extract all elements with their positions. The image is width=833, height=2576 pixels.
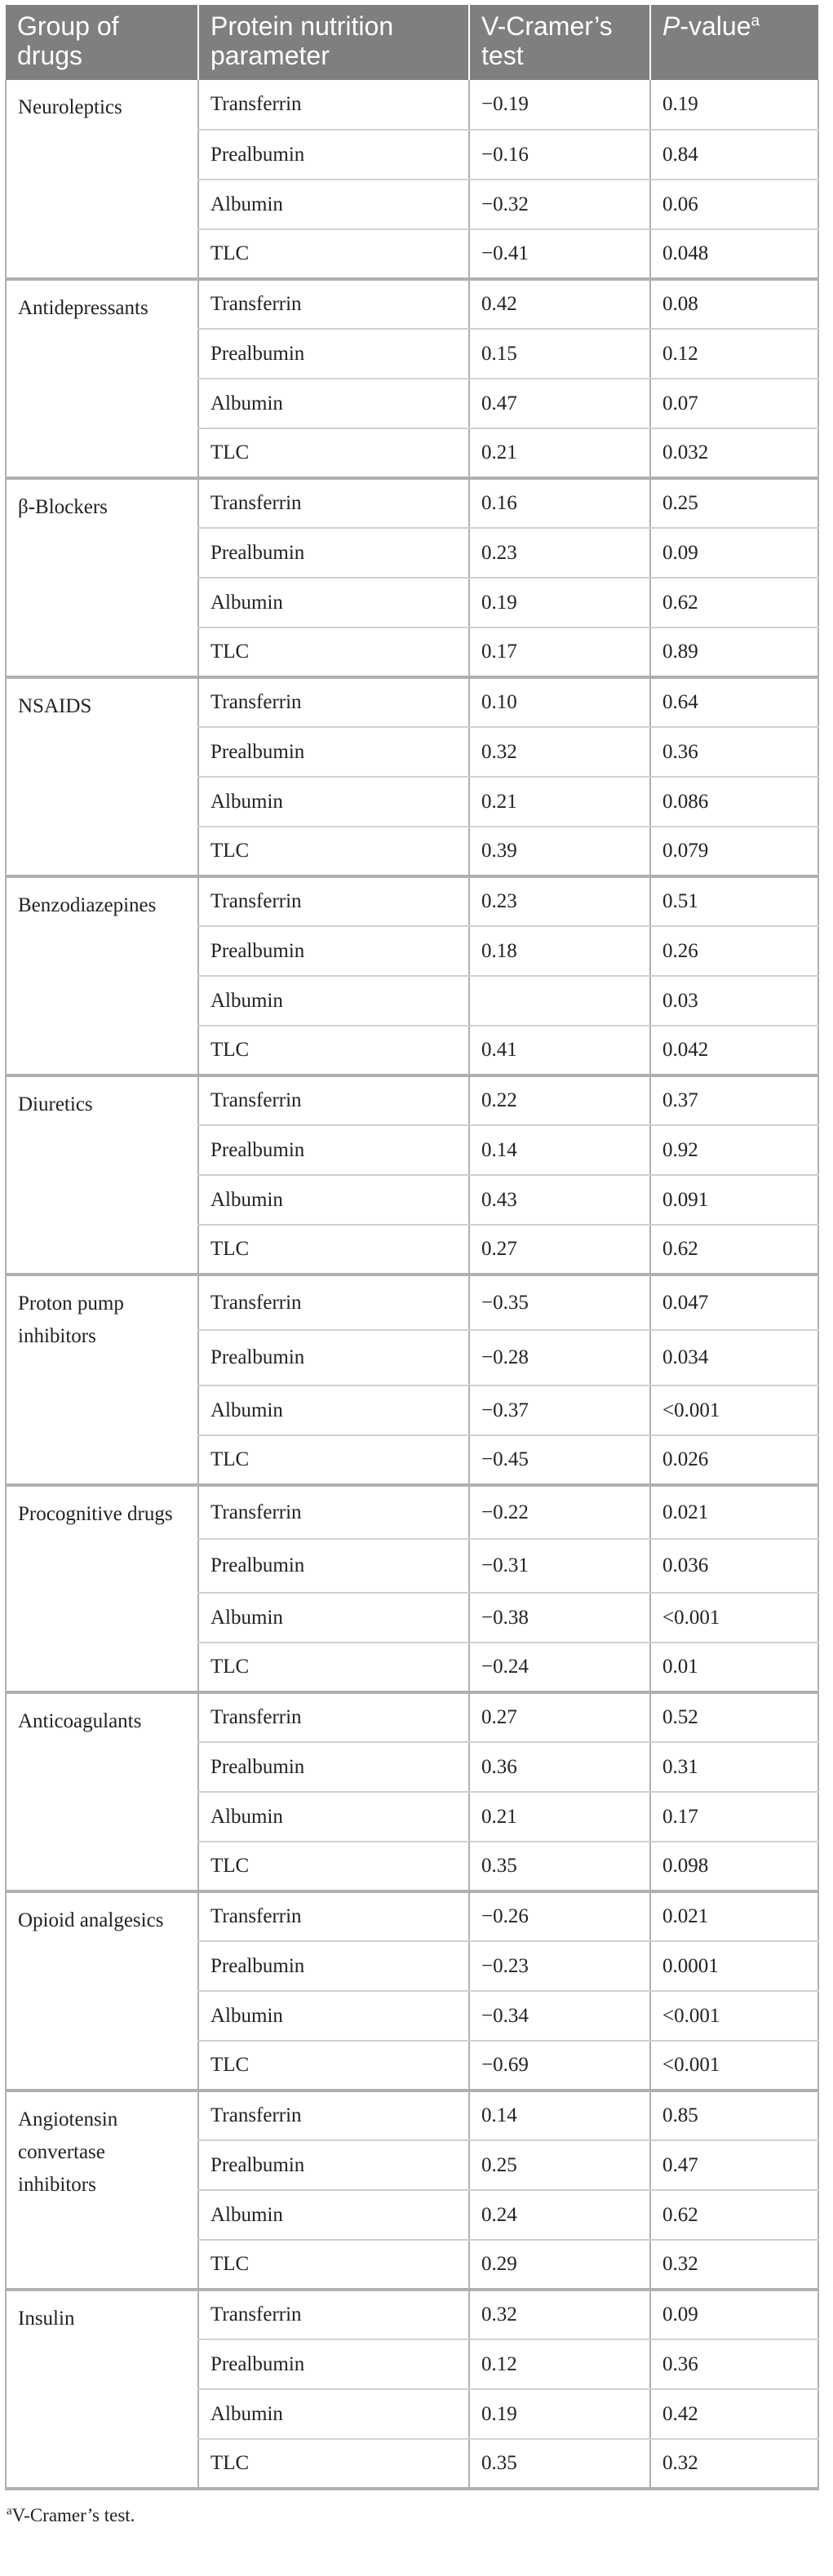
- pvalue-cell: 0.85: [650, 2091, 818, 2140]
- footnote-marker: a: [7, 2504, 12, 2518]
- pvalue-cell: 0.06: [650, 180, 818, 229]
- pvalue-cell: 0.021: [650, 1485, 818, 1539]
- footnote-text: V-Cramer’s test.: [11, 2505, 135, 2525]
- group-name-cell: Proton pump inhibitors: [6, 1275, 198, 1485]
- parameter-cell: Albumin: [198, 1593, 469, 1643]
- pvalue-cell: 0.84: [650, 130, 818, 180]
- table-container: [5, 5, 817, 2526]
- vcramer-cell: 0.14: [469, 1125, 650, 1175]
- parameter-cell: Transferrin: [198, 1891, 469, 1941]
- pvalue-cell: 0.62: [650, 578, 818, 627]
- parameter-cell: Prealbumin: [198, 2339, 469, 2389]
- vcramer-cell: −0.28: [469, 1330, 650, 1386]
- group-name-cell: Neuroleptics: [6, 80, 198, 279]
- pvalue-cell: <0.001: [650, 1593, 818, 1643]
- header-group: Group of drugs: [6, 5, 198, 80]
- vcramer-cell: 0.14: [469, 2091, 650, 2140]
- pvalue-cell: 0.042: [650, 1026, 818, 1075]
- vcramer-cell: 0.27: [469, 1692, 650, 1742]
- parameter-cell: Albumin: [198, 1991, 469, 2041]
- group-name-cell: Procognitive drugs: [6, 1485, 198, 1692]
- pvalue-cell: 0.26: [650, 926, 818, 976]
- group-name-cell: Diuretics: [6, 1075, 198, 1275]
- pvalue-cell: 0.032: [650, 428, 818, 478]
- vcramer-cell: −0.69: [469, 2041, 650, 2091]
- table-row: [6, 2091, 818, 2140]
- vcramer-cell: 0.27: [469, 1225, 650, 1275]
- pvalue-cell: 0.31: [650, 1742, 818, 1792]
- parameter-cell: Albumin: [198, 1175, 469, 1225]
- pvalue-cell: 0.47: [650, 2140, 818, 2190]
- vcramer-cell: [469, 976, 650, 1026]
- parameter-cell: Prealbumin: [198, 1125, 469, 1175]
- vcramer-cell: 0.21: [469, 1792, 650, 1842]
- pvalue-cell: 0.0001: [650, 1941, 818, 1991]
- vcramer-cell: 0.42: [469, 279, 650, 329]
- parameter-cell: TLC: [198, 1842, 469, 1891]
- parameter-cell: TLC: [198, 2041, 469, 2091]
- vcramer-cell: 0.18: [469, 926, 650, 976]
- header-pvalue-p: P: [662, 11, 680, 41]
- pvalue-cell: 0.048: [650, 229, 818, 279]
- parameter-cell: Transferrin: [198, 677, 469, 727]
- pvalue-cell: 0.047: [650, 1275, 818, 1330]
- pvalue-cell: 0.64: [650, 677, 818, 727]
- vcramer-cell: 0.47: [469, 379, 650, 428]
- table-row: [6, 478, 818, 528]
- pvalue-cell: 0.026: [650, 1435, 818, 1485]
- parameter-cell: TLC: [198, 1225, 469, 1275]
- pvalue-cell: <0.001: [650, 1991, 818, 2041]
- vcramer-cell: −0.38: [469, 1593, 650, 1643]
- pvalue-cell: 0.09: [650, 528, 818, 578]
- table-row: [6, 1891, 818, 1941]
- parameter-cell: TLC: [198, 428, 469, 478]
- pvalue-cell: <0.001: [650, 2041, 818, 2091]
- parameter-cell: Transferrin: [198, 876, 469, 926]
- pvalue-cell: 0.03: [650, 976, 818, 1026]
- pvalue-cell: 0.036: [650, 1539, 818, 1593]
- table-row: [6, 2290, 818, 2339]
- pvalue-cell: 0.098: [650, 1842, 818, 1891]
- parameter-cell: Transferrin: [198, 1075, 469, 1125]
- pvalue-cell: 0.32: [650, 2240, 818, 2290]
- table-row: [6, 1275, 818, 1330]
- pvalue-cell: 0.19: [650, 80, 818, 130]
- group-name-cell: β-Blockers: [6, 478, 198, 677]
- parameter-cell: Albumin: [198, 180, 469, 229]
- vcramer-cell: 0.17: [469, 627, 650, 677]
- pvalue-cell: 0.36: [650, 727, 818, 777]
- group-name-cell: Antidepressants: [6, 279, 198, 478]
- table-body: [6, 80, 818, 2489]
- pvalue-cell: 0.09: [650, 2290, 818, 2339]
- group-name-cell: Insulin: [6, 2290, 198, 2489]
- vcramer-cell: −0.32: [469, 180, 650, 229]
- vcramer-cell: −0.24: [469, 1643, 650, 1692]
- vcramer-cell: −0.22: [469, 1485, 650, 1539]
- vcramer-cell: 0.21: [469, 777, 650, 827]
- pvalue-cell: 0.01: [650, 1643, 818, 1692]
- parameter-cell: Albumin: [198, 976, 469, 1026]
- group-name-cell: Angiotensin convertase inhibitors: [6, 2091, 198, 2290]
- table-row: [6, 1692, 818, 1742]
- vcramer-cell: 0.29: [469, 2240, 650, 2290]
- pvalue-cell: 0.89: [650, 627, 818, 677]
- vcramer-cell: 0.39: [469, 827, 650, 876]
- group-name-cell: Opioid analgesics: [6, 1891, 198, 2091]
- vcramer-cell: 0.19: [469, 578, 650, 627]
- parameter-cell: Transferrin: [198, 1485, 469, 1539]
- vcramer-cell: −0.26: [469, 1891, 650, 1941]
- vcramer-cell: 0.24: [469, 2190, 650, 2240]
- vcramer-cell: 0.43: [469, 1175, 650, 1225]
- vcramer-cell: 0.12: [469, 2339, 650, 2389]
- vcramer-cell: 0.23: [469, 876, 650, 926]
- vcramer-cell: 0.25: [469, 2140, 650, 2190]
- parameter-cell: Albumin: [198, 2389, 469, 2439]
- parameter-cell: Transferrin: [198, 1692, 469, 1742]
- vcramer-cell: −0.35: [469, 1275, 650, 1330]
- pvalue-cell: 0.079: [650, 827, 818, 876]
- vcramer-cell: −0.16: [469, 130, 650, 180]
- vcramer-cell: 0.15: [469, 329, 650, 379]
- pvalue-cell: 0.42: [650, 2389, 818, 2439]
- parameter-cell: Transferrin: [198, 279, 469, 329]
- data-table: [5, 5, 819, 2490]
- pvalue-cell: 0.086: [650, 777, 818, 827]
- pvalue-cell: 0.32: [650, 2439, 818, 2489]
- table-header: [6, 5, 818, 80]
- group-name-cell: Anticoagulants: [6, 1692, 198, 1891]
- parameter-cell: Prealbumin: [198, 727, 469, 777]
- header-parameter: Protein nutrition parameter: [198, 5, 469, 80]
- table-row: [6, 876, 818, 926]
- parameter-cell: Albumin: [198, 2190, 469, 2240]
- pvalue-cell: 0.92: [650, 1125, 818, 1175]
- vcramer-cell: 0.21: [469, 428, 650, 478]
- vcramer-cell: −0.45: [469, 1435, 650, 1485]
- vcramer-cell: 0.23: [469, 528, 650, 578]
- vcramer-cell: 0.10: [469, 677, 650, 727]
- pvalue-cell: 0.07: [650, 379, 818, 428]
- parameter-cell: Prealbumin: [198, 329, 469, 379]
- pvalue-cell: <0.001: [650, 1386, 818, 1435]
- header-pvalue-text: -value: [680, 11, 751, 41]
- parameter-cell: Prealbumin: [198, 2140, 469, 2190]
- group-name-cell: Benzodiazepines: [6, 876, 198, 1075]
- parameter-cell: TLC: [198, 1435, 469, 1485]
- header-pvalue: [650, 5, 818, 80]
- pvalue-cell: 0.62: [650, 1225, 818, 1275]
- parameter-cell: Prealbumin: [198, 1330, 469, 1386]
- pvalue-cell: 0.62: [650, 2190, 818, 2240]
- vcramer-cell: −0.37: [469, 1386, 650, 1435]
- pvalue-cell: 0.52: [650, 1692, 818, 1742]
- pvalue-cell: 0.091: [650, 1175, 818, 1225]
- parameter-cell: TLC: [198, 2439, 469, 2489]
- vcramer-cell: −0.19: [469, 80, 650, 130]
- vcramer-cell: −0.23: [469, 1941, 650, 1991]
- vcramer-cell: 0.16: [469, 478, 650, 528]
- pvalue-cell: 0.021: [650, 1891, 818, 1941]
- parameter-cell: Transferrin: [198, 478, 469, 528]
- parameter-cell: Transferrin: [198, 1275, 469, 1330]
- pvalue-cell: 0.034: [650, 1330, 818, 1386]
- parameter-cell: Prealbumin: [198, 528, 469, 578]
- parameter-cell: TLC: [198, 827, 469, 876]
- vcramer-cell: −0.41: [469, 229, 650, 279]
- parameter-cell: TLC: [198, 1643, 469, 1692]
- parameter-cell: Transferrin: [198, 2290, 469, 2339]
- table-row: [6, 279, 818, 329]
- parameter-cell: TLC: [198, 627, 469, 677]
- pvalue-cell: 0.37: [650, 1075, 818, 1125]
- parameter-cell: Prealbumin: [198, 1742, 469, 1792]
- vcramer-cell: 0.22: [469, 1075, 650, 1125]
- vcramer-cell: 0.35: [469, 1842, 650, 1891]
- group-name-cell: NSAIDS: [6, 677, 198, 876]
- vcramer-cell: 0.32: [469, 2290, 650, 2339]
- parameter-cell: Prealbumin: [198, 1941, 469, 1991]
- header-vcramer: V-Cramer’s test: [469, 5, 650, 80]
- parameter-cell: Transferrin: [198, 2091, 469, 2140]
- parameter-cell: Albumin: [198, 578, 469, 627]
- pvalue-cell: 0.51: [650, 876, 818, 926]
- parameter-cell: Transferrin: [198, 80, 469, 130]
- table-row: [6, 80, 818, 130]
- parameter-cell: TLC: [198, 229, 469, 279]
- table-row: [6, 1075, 818, 1125]
- table-row: [6, 677, 818, 727]
- parameter-cell: Albumin: [198, 1386, 469, 1435]
- parameter-cell: Albumin: [198, 777, 469, 827]
- pvalue-cell: 0.08: [650, 279, 818, 329]
- vcramer-cell: 0.36: [469, 1742, 650, 1792]
- parameter-cell: Albumin: [198, 1792, 469, 1842]
- parameter-cell: Prealbumin: [198, 130, 469, 180]
- parameter-cell: Prealbumin: [198, 1539, 469, 1593]
- parameter-cell: TLC: [198, 2240, 469, 2290]
- vcramer-cell: 0.35: [469, 2439, 650, 2489]
- pvalue-cell: 0.25: [650, 478, 818, 528]
- table-row: [6, 1485, 818, 1539]
- vcramer-cell: 0.32: [469, 727, 650, 777]
- parameter-cell: Prealbumin: [198, 926, 469, 976]
- vcramer-cell: −0.34: [469, 1991, 650, 2041]
- pvalue-cell: 0.12: [650, 329, 818, 379]
- pvalue-cell: 0.17: [650, 1792, 818, 1842]
- vcramer-cell: 0.41: [469, 1026, 650, 1075]
- footnote: [7, 2505, 817, 2526]
- pvalue-cell: 0.36: [650, 2339, 818, 2389]
- parameter-cell: TLC: [198, 1026, 469, 1075]
- header-pvalue-sup: a: [751, 12, 760, 30]
- parameter-cell: Albumin: [198, 379, 469, 428]
- vcramer-cell: 0.19: [469, 2389, 650, 2439]
- vcramer-cell: −0.31: [469, 1539, 650, 1593]
